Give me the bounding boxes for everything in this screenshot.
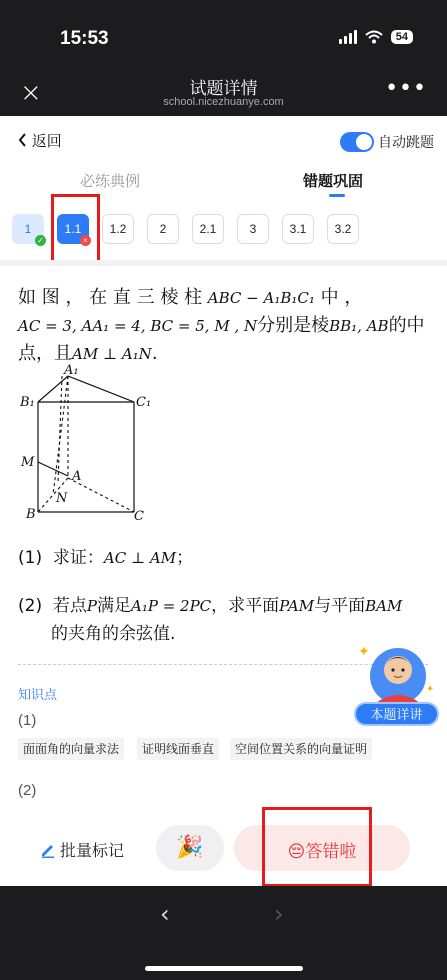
knowledge-section-1: (1) <box>18 712 37 729</box>
label-a1: A₁ <box>64 364 79 378</box>
knowledge-tag[interactable]: 证明线面垂直 <box>137 738 219 760</box>
question-stem: 如 图 ， 在 直 三 棱 柱 ABC − A₁B₁C₁ 中 ， AC = 3, AA₁ = 4, BC = 5, M , N分别是棱BB₁, AB的中 点，且AM ⊥ A₁N. <box>18 287 425 364</box>
tab-practice[interactable]: 必练典例 <box>80 172 141 190</box>
auto-jump-label: 自动跳题 <box>378 135 434 151</box>
back-label: 返回 <box>31 132 62 150</box>
wifi-icon <box>365 30 383 44</box>
prism-figure <box>16 364 156 529</box>
top-bar <box>0 116 447 166</box>
question-number[interactable]: 1 ✓ <box>12 214 44 244</box>
label-a: A <box>72 469 82 484</box>
battery-icon: 54 <box>391 30 413 44</box>
label-c: C <box>134 509 144 524</box>
tab-indicator <box>329 194 345 197</box>
tutor-button[interactable]: 本题详讲 <box>354 702 439 726</box>
question-number[interactable]: 3.1 <box>282 214 314 244</box>
page-title: 试题详情 <box>189 79 258 99</box>
correct-button[interactable] <box>156 825 224 871</box>
check-icon: ✓ <box>35 235 46 246</box>
pencil-icon <box>40 842 56 858</box>
error-icon: × <box>80 235 91 246</box>
knowledge-title: 知识点 <box>18 688 58 703</box>
more-icon[interactable]: ••• <box>385 76 427 101</box>
svg-text:✦: ✦ <box>358 644 370 660</box>
tab-wrong-review[interactable]: 错题巩固 <box>303 172 364 190</box>
back-button[interactable] <box>18 130 62 151</box>
highlight-box <box>262 807 372 886</box>
section-divider <box>0 260 447 266</box>
sub-question-1: (1) 求证：AC ⊥ AM； <box>18 548 194 568</box>
home-indicator <box>145 966 303 971</box>
wrong-answer-label: 答错啦 <box>305 842 357 862</box>
highlight-box <box>51 194 100 265</box>
batch-mark-label: 批量标记 <box>60 841 125 860</box>
status-icons <box>339 30 413 44</box>
question-number[interactable]: 1.1 × <box>57 214 89 244</box>
question-number[interactable]: 1.2 <box>102 214 134 244</box>
label-n: N <box>56 491 68 506</box>
nav-bar <box>0 72 447 116</box>
page-content <box>0 116 447 886</box>
label-m: M <box>21 455 35 470</box>
status-bar <box>0 0 447 72</box>
knowledge-section-2: (2) <box>18 782 37 799</box>
question-number[interactable]: 3 <box>237 214 269 244</box>
question-number[interactable]: 3.2 <box>327 214 359 244</box>
chevron-left-icon <box>18 133 27 147</box>
page-url: school.nicezhuanye.com <box>163 96 284 108</box>
status-time: 15:53 <box>60 28 109 49</box>
browser-back-button[interactable]: ‹ <box>160 900 170 928</box>
question-number[interactable]: 2.1 <box>192 214 224 244</box>
label-b: B <box>26 507 36 522</box>
close-icon[interactable]: × <box>20 78 42 108</box>
label-c1: C₁ <box>136 395 152 410</box>
browser-forward-button[interactable]: › <box>274 900 284 928</box>
browser-bottom-bar <box>0 886 447 980</box>
svg-text:✦: ✦ <box>426 684 435 695</box>
sub-question-2: (2) 若点P满足A₁P = 2PC，求平面PAM与平面BAM 的夹角的余弦值. <box>18 596 403 644</box>
batch-mark-button[interactable] <box>40 838 124 861</box>
auto-jump-toggle[interactable] <box>340 132 374 152</box>
sad-icon: 😔 <box>287 842 306 862</box>
signal-icon <box>339 30 357 44</box>
bottom-action-bar <box>0 816 447 886</box>
knowledge-tag[interactable]: 空间位置关系的向量证明 <box>230 738 372 760</box>
knowledge-tag[interactable]: 面面角的向量求法 <box>18 738 124 760</box>
label-b1: B₁ <box>20 395 35 410</box>
question-number[interactable]: 2 <box>147 214 179 244</box>
party-icon: 🎉 <box>176 835 204 860</box>
